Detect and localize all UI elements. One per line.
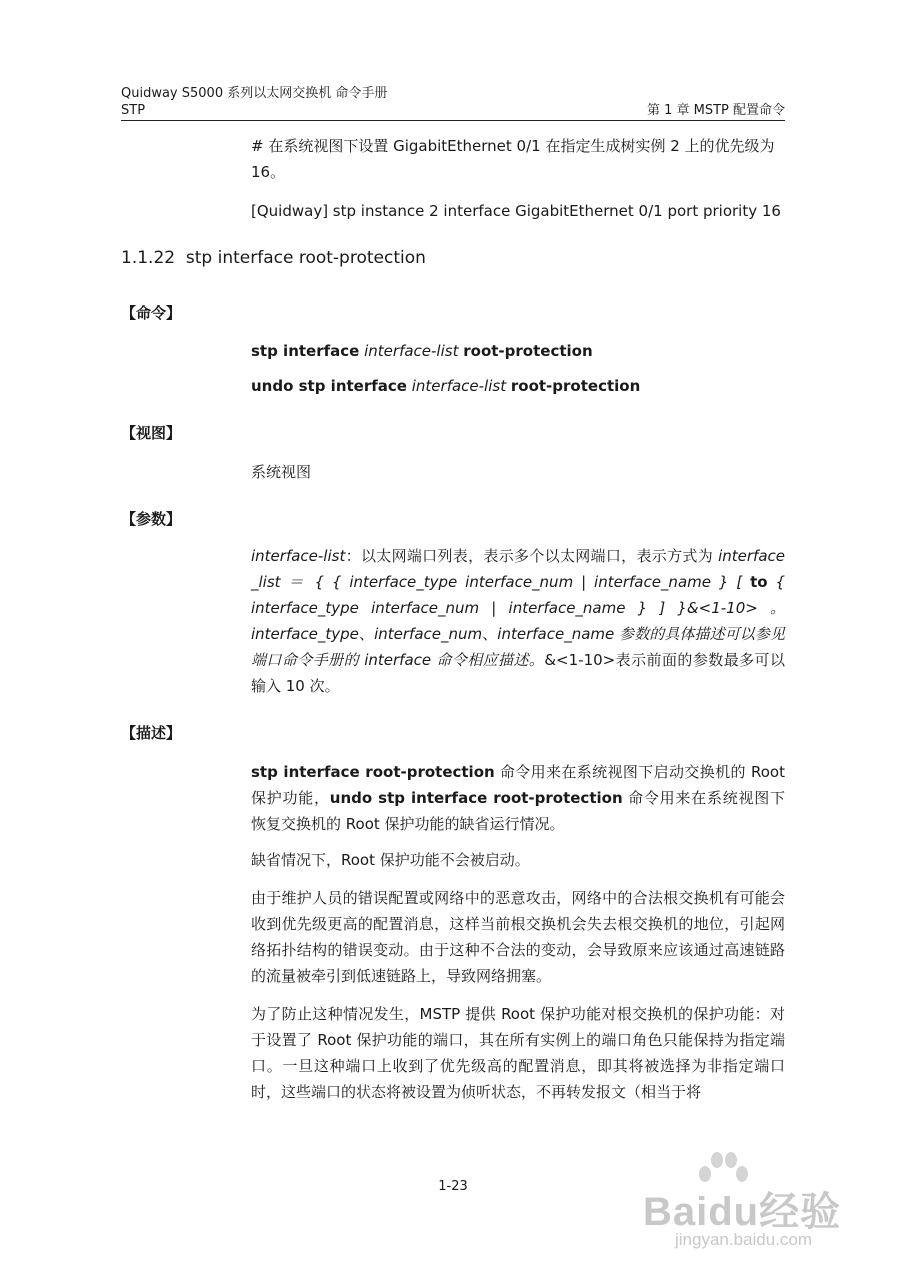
param-ref: interface_name — [497, 625, 615, 643]
param-syntax: interface _list ＝ { { interface_type interface_num | interface_name } [ — [251, 547, 785, 591]
command-param: interface-list — [364, 342, 459, 360]
page-number: 1-23 — [438, 1179, 468, 1194]
param-ref-text: 参数的具体描述可以参见端口命令手册的 interface 命令相应描述。 — [251, 625, 785, 669]
description-paragraph-2: 缺省情况下，Root 保护功能不会被启动。 — [251, 851, 530, 869]
section-heading — [121, 248, 426, 268]
param-separator: 、 — [482, 625, 498, 643]
header-manual-title: Quidway S5000 系列以太网交换机 命令手册 — [121, 86, 388, 101]
description-paragraph-4: 为了防止这种情况发生，MSTP 提供 Root 保护功能对根交换机的保护功能：对于设置了 Root 保护功能的端口，其在所有实例上的端口角色只能保持为指定端口。一旦这种端口上收到了优先级高的配置消息，即其将被选择为非指定端口时，这些端口的状态将被设置为侦听状态，不再转发报文（相当于将 — [251, 1005, 785, 1101]
param-ref: interface_num — [374, 625, 483, 643]
command-keyword: root-protection — [510, 377, 641, 395]
command-param: interface-list — [411, 377, 507, 395]
example-command: [Quidway] stp instance 2 interface GigabitEthernet 0/1 port priority 16 — [251, 202, 781, 220]
view-text: 系统视图 — [251, 463, 312, 481]
watermark-url: jingyan.baidu.com — [675, 1230, 813, 1249]
description-paragraph-3: 由于维护人员的错误配置或网络中的恶意攻击，网络中的合法根交换机有可能会收到优先级更高的配置消息，这样当前根交换机会失去根交换机的地位，引起网络拓扑结构的错误变动。由于这种不合法的变动，会导致原来应该通过高速链路的流量被牵引到低速链路上，导致网络拥塞。 — [251, 889, 785, 985]
header-chapter-title: 第 1 章 MSTP 配置命令 — [646, 103, 785, 118]
desc-keyword: undo stp interface root-protection — [329, 789, 623, 807]
description-paragraph-1 — [251, 759, 785, 837]
param-ref: interface_type — [251, 625, 359, 643]
example-comment-line2: 16。 — [251, 163, 286, 181]
param-tail-text: &<1-10>表示前面的参数最多可以输入 10 次。 — [251, 651, 785, 695]
header-rule — [121, 120, 785, 121]
section-title: stp interface root-protection — [185, 248, 426, 268]
param-separator: 、 — [358, 625, 375, 643]
section-number: 1.1.22 — [121, 248, 176, 268]
label-command: 【命令】 — [121, 304, 182, 322]
command-syntax-line — [251, 342, 593, 360]
watermark — [625, 1150, 885, 1260]
label-parameters: 【参数】 — [121, 510, 182, 528]
example-comment-line1: # 在系统视图下设置 GigabitEthernet 0/1 在指定生成树实例 2 上的优先级为 — [251, 137, 775, 155]
desc-text: 命令用来在系统视图下启动交换机的 Root 保护功能， — [251, 763, 785, 807]
param-syntax-to: to — [750, 573, 768, 591]
param-name: interface-list — [251, 547, 346, 565]
command-keyword: root-protection — [463, 342, 593, 360]
label-description: 【描述】 — [121, 724, 182, 742]
desc-text: 命令用来在系统视图下恢复交换机的 Root 保护功能的缺省运行情况。 — [251, 789, 785, 833]
command-keyword: stp interface — [251, 342, 360, 360]
desc-keyword: stp interface root-protection — [251, 763, 495, 781]
watermark-brand: Baidu经验 — [643, 1190, 842, 1234]
header-chapter-short: STP — [121, 103, 146, 118]
param-syntax-tail: { interface_type interface_num | interface_name } ] }&<1-10> 。 — [251, 573, 786, 617]
label-view: 【视图】 — [121, 424, 182, 442]
param-desc-text: ：以太网端口列表，表示多个以太网端口，表示方式为 — [345, 547, 719, 565]
parameter-description — [251, 543, 785, 699]
undo-command-syntax-line — [251, 377, 640, 395]
command-keyword: undo stp interface — [251, 377, 407, 395]
